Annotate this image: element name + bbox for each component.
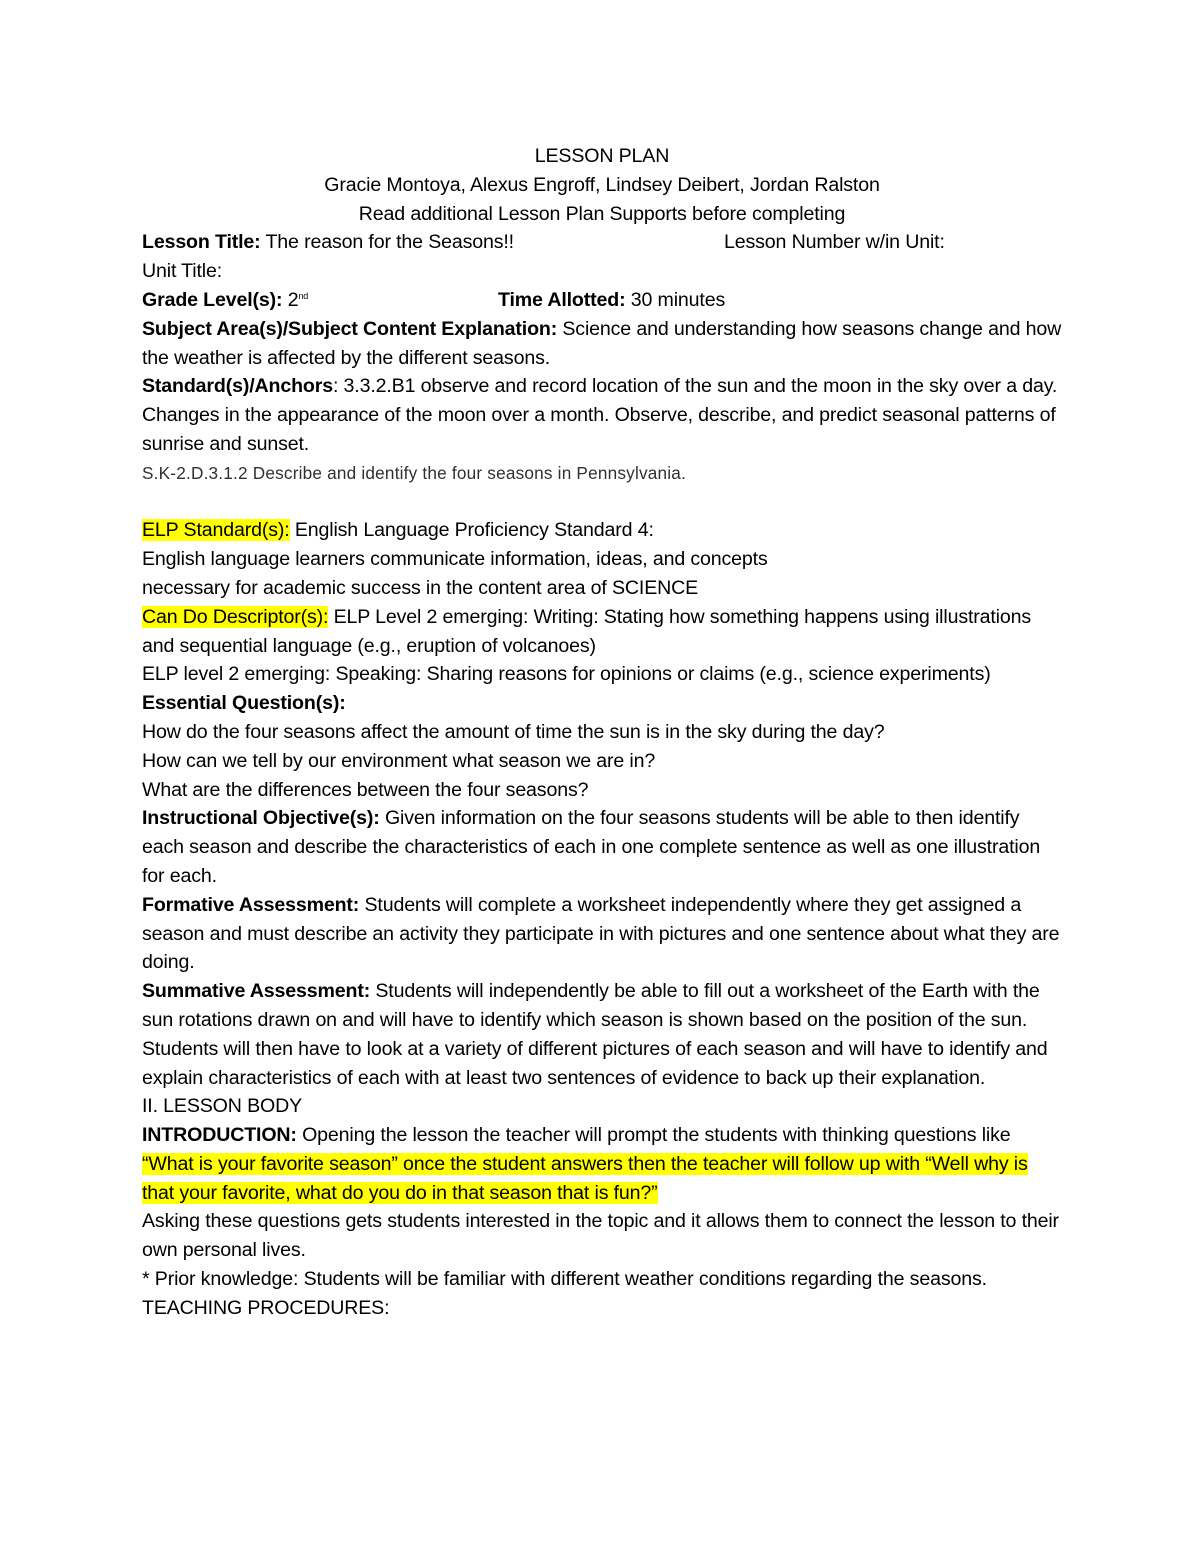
essential-questions-heading: Essential Question(s):: [142, 692, 346, 715]
formative-value: Students will complete a worksheet independently where they get assigned a season and must describe an activity they participate in with pictures and one sentence about what they are doing.: [142, 893, 1060, 974]
objectives-label: Instructional Objective(s):: [142, 807, 380, 830]
lesson-title-label: Lesson Title:: [142, 231, 261, 254]
supports-note: Read additional Lesson Plan Supports before completing: [358, 202, 846, 225]
grade-level-field: [142, 289, 308, 311]
formative-section: [142, 891, 1062, 977]
introduction-highlight: “What is your favorite season” once the student answers then the teacher will follow up with “Well why is that your favorite, what do you do in that season that is fun?”: [142, 1152, 1028, 1204]
standards-secondary: S.K-2.D.3.1.2 Describe and identify the four seasons in Pennsylvania.: [142, 462, 687, 483]
elp-standard-line2: English language learners communicate information, ideas, and concepts: [142, 548, 768, 571]
lesson-title-field: [142, 231, 514, 253]
standards-section: [142, 372, 1062, 458]
can-do-value: ELP Level 2 emerging: Writing: Stating how something happens using illustrations and sequential language (e.g., eruption of volcanoes): [142, 605, 1032, 657]
essential-question: What are the differences between the four seasons?: [142, 778, 589, 801]
standards-label: Standard(s)/Anchors: [142, 375, 333, 398]
lesson-title-row: [142, 228, 1062, 257]
blank-line: [142, 488, 1062, 517]
can-do-line2: ELP level 2 emerging: Speaking: Sharing reasons for opinions or claims (e.g., science experiments): [142, 663, 991, 686]
introduction-text: Opening the lesson the teacher will prompt the students with thinking questions like: [296, 1124, 1011, 1147]
lesson-body-heading: II. LESSON BODY: [142, 1095, 302, 1118]
prior-knowledge: * Prior knowledge: Students will be familiar with different weather conditions regarding the seasons.: [142, 1268, 987, 1291]
lesson-title-value: The reason for the Seasons!!: [260, 231, 514, 254]
lesson-number-label: Lesson Number w/in Unit:: [724, 231, 945, 254]
grade-time-row: [142, 286, 1062, 315]
teaching-procedures-heading: TEACHING PROCEDURES:: [142, 1296, 390, 1319]
elp-standard-label: ELP Standard(s):: [142, 519, 290, 542]
time-allotted-label: Time Allotted:: [498, 288, 626, 311]
subject-area-value: Science and understanding how seasons change and how the weather is affected by the different seasons.: [142, 317, 1062, 369]
standards-value: : 3.3.2.B1 observe and record location of the sun and the moon in the sky over a day. Changes in the appearance of the moon over a month. Observe, describe, and predict seasonal patterns of sunrise and sunset.: [142, 375, 1058, 455]
grade-level-value: 2: [282, 288, 299, 311]
formative-label: Formative Assessment:: [142, 893, 360, 916]
grade-level-suffix: nd: [298, 290, 309, 301]
introduction-after: Asking these questions gets students interested in the topic and it allows them to connect the lesson to their own personal lives.: [142, 1210, 1059, 1262]
introduction-section: [142, 1121, 1062, 1207]
introduction-label: INTRODUCTION:: [142, 1124, 297, 1147]
elp-standard-section: [142, 516, 1062, 545]
subject-area-label: Subject Area(s)/Subject Content Explanation:: [142, 317, 558, 340]
elp-standard-line3: necessary for academic success in the content area of SCIENCE: [142, 576, 699, 599]
objectives-value: Given information on the four seasons students will be able to then identify each season and describe the characteristics of each in one complete sentence as well as one illustration for each.: [142, 807, 1041, 887]
document-title: LESSON PLAN: [534, 145, 670, 167]
can-do-section: [142, 603, 1062, 661]
subject-area-section: [142, 315, 1062, 373]
authors-line: Gracie Montoya, Alexus Engroff, Lindsey Deibert, Jordan Ralston: [324, 173, 880, 196]
lesson-plan-content: [142, 142, 1062, 1323]
summative-label: Summative Assessment:: [142, 980, 371, 1003]
elp-standard-value: English Language Proficiency Standard 4:: [289, 519, 654, 542]
time-allotted-value: 30 minutes: [625, 288, 726, 311]
unit-title-label: Unit Title:: [142, 260, 223, 283]
objectives-section: [142, 804, 1062, 890]
essential-questions-label: [142, 689, 1062, 718]
time-allotted-field: [498, 286, 725, 315]
summative-value: Students will independently be able to fill out a worksheet of the Earth with the sun rotations drawn on and will have to identify which season is shown based on the position of the sun. Students will then have to look at a variety of different pictures of each season and will have to identify and explain characteristics of each with at least two sentences of evidence to back up their explanation.: [142, 980, 1048, 1089]
essential-question: How do the four seasons affect the amount of time the sun is in the sky during the day?: [142, 720, 885, 743]
summative-section: [142, 977, 1062, 1092]
grade-level-label: Grade Level(s):: [142, 288, 283, 311]
essential-question: How can we tell by our environment what season we are in?: [142, 749, 656, 772]
can-do-label: Can Do Descriptor(s):: [142, 605, 329, 628]
